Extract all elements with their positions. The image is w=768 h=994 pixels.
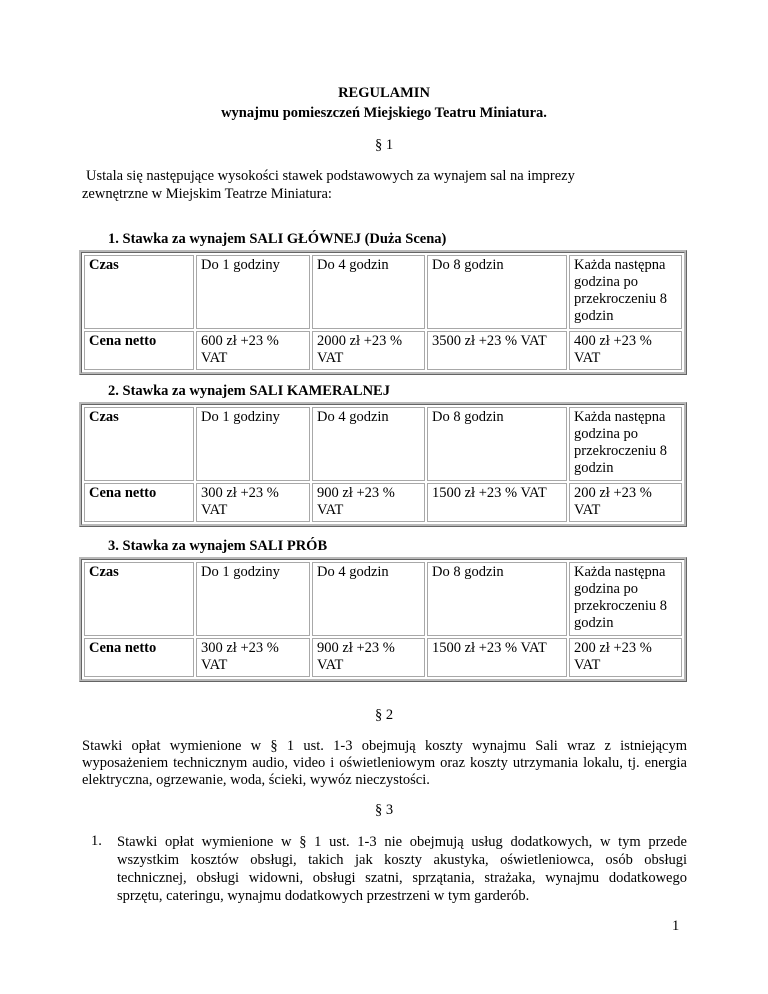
time-cell: Do 1 godziny xyxy=(196,562,310,636)
time-label: Czas xyxy=(84,255,194,329)
price-cell: 1500 zł +23 % VAT xyxy=(427,483,567,522)
section-3-item-text: Stawki opłat wymienione w § 1 ust. 1-3 nie obejmują usług dodatkowych, w tym przede wszystkim kosztów obsługi, takich jak koszty akustyka, oświetleniowca, osób obsługi technicznej, obsługi widowni, obsługi szatni, sprzątania, strażaka, wynajmu dodatkowego sprzętu, cateringu, wynajmu dodatkowych przestrzeni w tym garderób. xyxy=(117,834,687,904)
time-label: Czas xyxy=(84,562,194,636)
price-cell: 200 zł +23 % VAT xyxy=(569,483,682,522)
section-2-paragraph: Stawki opłat wymienione w § 1 ust. 1-3 obejmują koszty wynajmu Sali wraz z istniejącym wyposażeniem technicznym audio, video i oświetleniowym oraz koszty utrzymania lokalu, tj. energia elektryczna, ogrzewanie, woda, ścieki, wywóz nieczystości. xyxy=(82,738,687,788)
rate-table-rehearsal-hall xyxy=(79,557,687,682)
rate-table-main-hall xyxy=(79,250,687,375)
price-cell: 400 zł +23 % VAT xyxy=(569,331,682,370)
section-3-mark: § 3 xyxy=(374,802,394,818)
price-cell: 300 zł +23 % VAT xyxy=(196,483,310,522)
section-3-item-number: 1. xyxy=(91,833,102,849)
page-number: 1 xyxy=(672,918,680,934)
price-label: Cena netto xyxy=(84,331,194,370)
time-cell: Każda następna godzina po przekroczeniu 8 godzin xyxy=(569,255,682,329)
intro-line-1: Ustala się następujące wysokości stawek podstawowych za wynajem sal na imprezy xyxy=(86,168,575,184)
price-label: Cena netto xyxy=(84,483,194,522)
document-subtitle: wynajmu pomieszczeń Miejskiego Teatru Miniatura. xyxy=(221,105,547,121)
price-cell: 1500 zł +23 % VAT xyxy=(427,638,567,677)
time-cell: Do 4 godzin xyxy=(312,562,425,636)
table-row xyxy=(84,562,682,636)
price-label: Cena netto xyxy=(84,638,194,677)
table-row xyxy=(84,483,682,522)
table-row xyxy=(84,638,682,677)
time-cell: Każda następna godzina po przekroczeniu 8 godzin xyxy=(569,562,682,636)
rate-heading-main-hall: 1. Stawka za wynajem SALI GŁÓWNEJ (Duża Scena) xyxy=(108,231,447,247)
section-2-mark: § 2 xyxy=(374,707,394,723)
price-cell: 900 zł +23 % VAT xyxy=(312,483,425,522)
time-cell: Do 4 godzin xyxy=(312,407,425,481)
time-cell: Do 4 godzin xyxy=(312,255,425,329)
price-cell: 300 zł +23 % VAT xyxy=(196,638,310,677)
price-cell: 3500 zł +23 % VAT xyxy=(427,331,567,370)
time-cell: Każda następna godzina po przekroczeniu 8 godzin xyxy=(569,407,682,481)
time-cell: Do 1 godziny xyxy=(196,407,310,481)
price-cell: 900 zł +23 % VAT xyxy=(312,638,425,677)
rate-heading-rehearsal-hall: 3. Stawka za wynajem SALI PRÓB xyxy=(108,538,328,554)
table-row xyxy=(84,331,682,370)
time-cell: Do 1 godziny xyxy=(196,255,310,329)
rate-heading-chamber-hall: 2. Stawka za wynajem SALI KAMERALNEJ xyxy=(108,383,390,399)
time-cell: Do 8 godzin xyxy=(427,255,567,329)
intro-line-2: zewnętrzne w Miejskim Teatrze Miniatura: xyxy=(82,186,332,202)
section-1-mark: § 1 xyxy=(374,137,394,153)
price-cell: 600 zł +23 % VAT xyxy=(196,331,310,370)
price-cell: 200 zł +23 % VAT xyxy=(569,638,682,677)
time-cell: Do 8 godzin xyxy=(427,562,567,636)
table-row xyxy=(84,255,682,329)
rate-table-chamber-hall xyxy=(79,402,687,527)
price-cell: 2000 zł +23 % VAT xyxy=(312,331,425,370)
time-label: Czas xyxy=(84,407,194,481)
document-title: REGULAMIN xyxy=(338,85,430,101)
time-cell: Do 8 godzin xyxy=(427,407,567,481)
table-row xyxy=(84,407,682,481)
